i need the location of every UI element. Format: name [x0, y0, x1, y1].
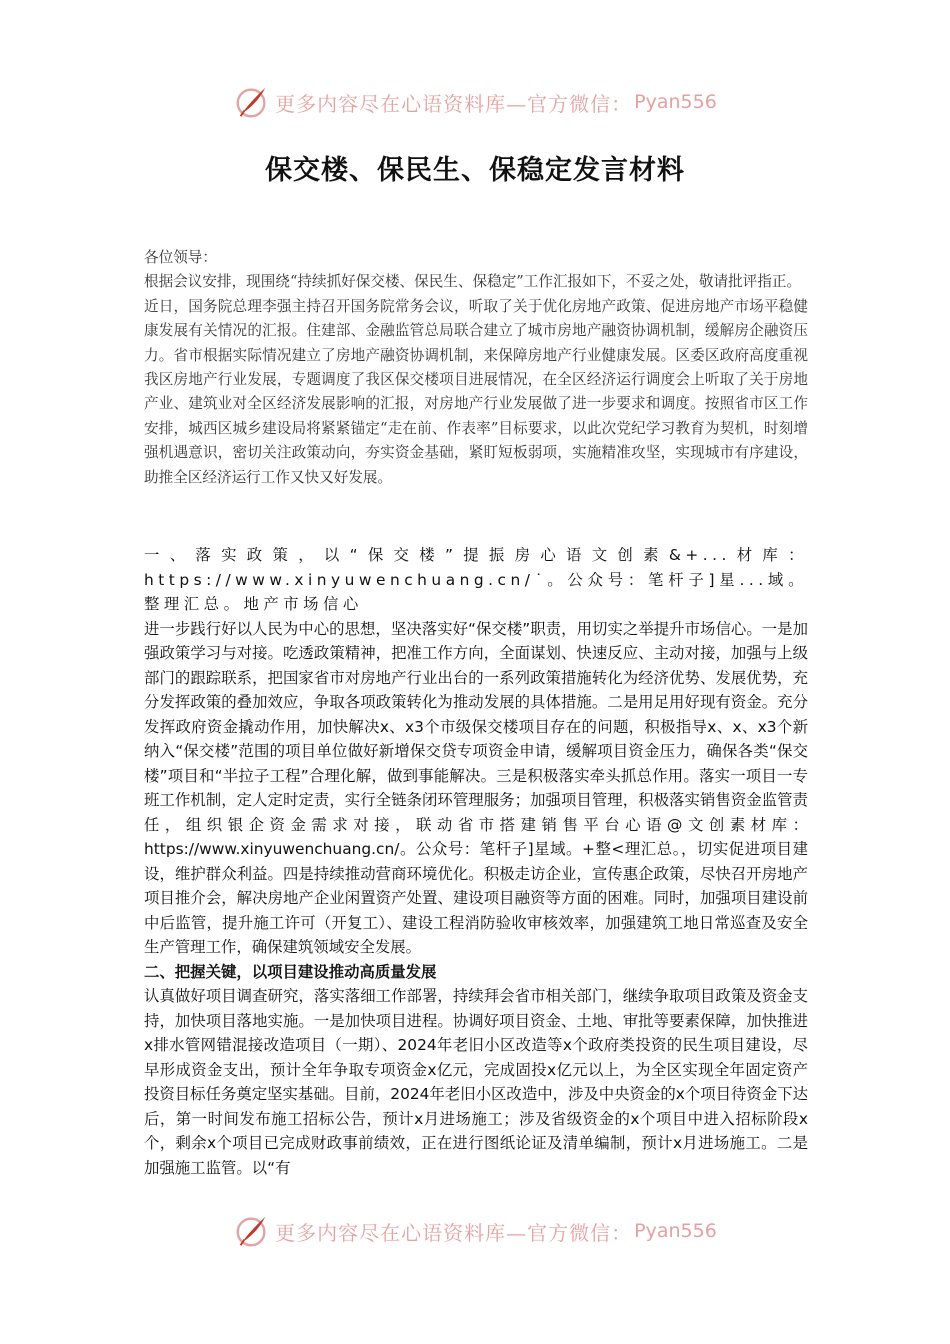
salutation: 各位领导：: [144, 249, 217, 266]
banner-wechat-handle: Pyan556: [634, 1220, 717, 1242]
footer-watermark-banner: [0, 1209, 950, 1253]
intro-section: [144, 246, 808, 490]
banner-text: 更多内容尽在心语资料库—官方微信：: [275, 1220, 633, 1245]
section-2-heading: 二、把握关键，以项目建设推动高质量发展: [144, 962, 437, 981]
quill-logo-icon: [233, 1212, 271, 1250]
banner-text: 更多内容尽在心语资料库—官方微信：: [275, 91, 633, 116]
section-1-body: 进一步践行好以人民为中心的思想，坚决落实好“保交楼”职责，用切实之举提升市场信心。一是加强政策学习与对接。吃透政策精神，把准工作方向，全面谋划、快速反应、主动对接，加强与上级部门的跟踪联系，把国家省市对房地产行业出台的一系列政策措施转化为经济优势、发展优势，充分发挥政策的叠加效应，争取各项政策转化为推动发展的具体措施。二是用足用好现有资金。充分发挥政府资金撬动作用，加快解决x、x3个市级保交楼项目存在的问题，积极指导x、x、x3个新纳入“保交楼”范围的项目单位做好新增保交贷专项资金申请，缓解项目资金压力，确保各类“保交楼”项目和“半拉子工程”合理化解，做到事能解决。三是积极落实牵头抓总作用。落实一项目一专班工作机制，定人定时定责，实行全链条闭环管理服务；加强项目管理，积极落实销售资金监管责任，组织银企资金需求对接，联动省市搭建销售平台心语@文创素材库：https://www.xinyuwenchuang.cn/。公众号：笔杆子]星域。+整<理汇总。，切实促进项目建设，维护群众利益。四是持续推动营商环境优化。积极走访企业，宣传惠企政策，尽快召开房地产项目推介会，解决房地产企业闲置资产处置、建设项目融资等方面的困难。同时，加强项目建设前中后监管，提升施工许可（开复工）、建设工程消防验收审核效率，加强建筑工地日常巡查及安全生产管理工作，确保建筑领域安全发展。: [144, 619, 808, 956]
document-title: 保交楼、保民生、保稳定发言材料: [265, 155, 685, 186]
main-body: [144, 543, 808, 1180]
section-2-body: 认真做好项目调查研究，落实落细工作部署，持续拜会省市相关部门，继续争取项目政策及资金支持，加快项目落地实施。一是加快项目进程。协调好项目资金、土地、审批等要素保障，加快推进x排水管网错混接改造项目（一期）、2024年老旧小区改造等x个政府类投资的民生项目建设，尽早形成资金支出，预计全年争取专项资金x亿元，完成固投x亿元以上，为全区实现全年固定资产投资目标任务奠定坚实基础。目前，2024年老旧小区改造中，涉及中央资金的x个项目待资金下达后，第一时间发布施工招标公告，预计x月进场施工；涉及省级资金的x个项目中进入招标阶段x个，剩余x个项目已完成财政事前绩效，正在进行图纸论证及清单编制，预计x月进场施工。二是加强施工监管。以“有: [144, 987, 808, 1177]
section-1-heading: 一、落实政策，以“保交楼”提振房心语文创素&+...材库：https://www.xinyuwenchuang.cn/˙。公众号：笔杆子]星...域。整理汇总。地产市场信心: [144, 546, 808, 613]
quill-logo-icon: [233, 83, 271, 121]
intro-paragraph: 近日，国务院总理李强主持召开国务院常务会议，听取了关于优化房地产政策、促进房地产市场平稳健康发展有关情况的汇报。住建部、金融监管总局联合建立了城市房地产融资协调机制，缓解房企融资压力。省市根据实际情况建立了房地产融资协调机制，来保障房地产行业健康发展。区委区政府高度重视我区房地产行业发展，专题调度了我区保交楼项目进展情况，在全区经济运行调度会上听取了关于房地产业、建筑业对全区经济发展影响的汇报，对房地产行业发展做了进一步要求和调度。按照省市区工作安排，城西区城乡建设局将紧紧锚定“走在前、作表率”目标要求，以此次党纪学习教育为契机，时刻增强机遇意识，密切关注政策动向，夯实资金基础，紧盯短板弱项，实施精准攻坚，实现城市有序建设，助推全区经济运行工作又快又好发展。: [144, 297, 808, 486]
header-watermark-banner: [0, 80, 950, 124]
banner-wechat-handle: Pyan556: [634, 91, 717, 113]
intro-paragraph: 根据会议安排，现围绕“持续抓好保交楼、保民生、保稳定”工作汇报如下，不妥之处，敬请批评指正。: [144, 273, 802, 291]
